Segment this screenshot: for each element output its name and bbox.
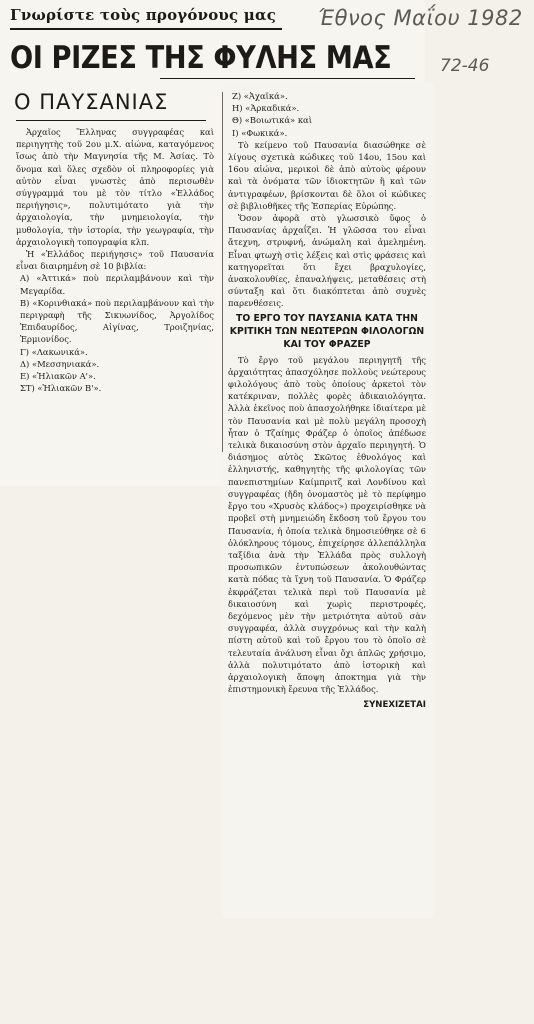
handwritten-date: Έθνος Μαΐου 1982 — [318, 6, 523, 30]
book-list-item: Ε) «Ἠλιακῶν Α'». — [20, 371, 96, 382]
book-list-item: Γ) «Λακωνικά». — [20, 346, 88, 357]
paragraph: Τὸ ἔργο τοῦ μεγάλου περιηγητῆ τῆς ἀρχαιότητας ἀπασχόλησε πολλοὺς νεώτερους φιλολόγους ἀπὸ τοὺς ὁποίους ἀρκετοὶ τὸν κατέκριναν, πολλὲς φορὲς ἀδικαιολόγητα. Ἀλλὰ ἐκεῖνος ποὺ ἀπασχολήθηκε ἰδιαίτερα μὲ τὸν Παυσανία καὶ μὲ πολὺ μεγάλη προσοχὴ ἦταν ὁ Τζαίημς Φράζερ ὁ ὁποῖος ἀπέδωσε τελικὰ δικαιοσύνη στὸν ἀρχαῖο περιηγητή. Ὁ διάσημος αὐτὸς Σκῶτος ἐθνολόγος καὶ ἑλληνιστής, καθηγητὴς τῆς φιλολογίας τῶν πανεπιστημίων Καίμπριτζ καὶ Λονδίνου καὶ συγγραφέας (ἤδη ὀνομαστὸς μὲ τὸ περίφημο ἔργο του «Χρυσὸς κλάδος») προχειρίσθηκε νὰ προβεῖ στὴ μνημειώδη ἔκδοση τοῦ ἔργου του Παυσανία, ἡ ὁποία τελικὰ δημοσιεύθηκε σὲ 6 ὁλόκληρους τόμους, ἐπιχείρησε ἀλλεπάλληλα ταξίδια ἀνὰ τὴν Ἑλλάδα πρὸς συλλογὴ προσωπικῶν ἐντυπώσεων ἀκολουθώντας κατὰ πόδας τὰ ἴχνη τοῦ Παυσανία. Ὁ Φράζερ ἐκφράζεται τελικὰ περὶ τοῦ Παυσανία μὲ δικαιοσύνη καὶ χωρὶς περιστροφές, δεχόμενος μὲν τὴν μετριότητα αὐτοῦ σὰν συγγραφέα, ἀλλὰ συγχρόνως καὶ τὴν καλὴ πίστη αὐτοῦ καὶ τοῦ ἔργου του τὸ ὁποῖο σὲ τελευταία ἀνάλυση εἶναι ὄχι ἁπλῶς χρήσιμο, ἀλλὰ πολυτιμότατο ἀπὸ ἱστορικὴ καὶ ἀρχαιολογικὴ ἄποψη ἀποκτημα γιὰ τὴν ἐπιστημονικὴ ἔρευνα τῆς Ἑλλάδος. — [228, 354, 426, 695]
book-list-item: Β) «Κορινθιακά» ποὺ περιλαμβάνουν καὶ τὴν περιγραφὴ τῆς Σικυωνίδος, Ἀργολίδος Ἐπιδαυρίδος, Αἰγίνας, Τροιζηνίας, Ἑρμιονίδος. — [20, 297, 214, 345]
paragraph: Ὅσον ἀφορᾶ στὸ γλωσσικὸ ὕφος ὁ Παυσανίας ἀρχαΐζει. Ἡ γλῶσσα του εἶναι ἄτεχνη, στρυφνή, ἀνώμαλη καὶ ἀμελημένη. Εἶναι φτωχὴ στὶς λέξεις καὶ στὶς φράσεις καὶ κατηγορεῖται ὅτι ἔχει βραχυλογίες, ἀνακολουθίες, ἐπαναλήψεις, μεταθέσεις στὴ σύνταξη καὶ ὅτι διακόπτεται ἀπὸ συχνὲς παρενθέσεις. — [228, 213, 426, 309]
handwritten-number: 72-46 — [440, 56, 490, 76]
paragraph: Τὸ κείμενο τοῦ Παυσανία διασώθηκε σὲ λίγους σχετικὰ κώδικες τοῦ 14ου, 15ου καὶ 16ου αἰώνα, μερικοὶ δὲ ἀπὸ αὐτοὺς φέρουν καὶ τὰ ὀνόματα τῶν ἰδιοκτητῶν ἢ καὶ τῶν ἀντιγραφέων, βρίσκονται δὲ ὅλοι οἱ κώδικες σὲ βιβλιοθῆκες τῆς Ἑσπερίας Εὐρώπης. — [228, 139, 426, 211]
left-column — [16, 126, 214, 394]
book-list-item: Η) «Ἀρκαδικά». — [232, 103, 300, 114]
paragraph: Ἡ «Ἑλλάδος περιήγησις» τοῦ Παυσανία εἶναι διαιρημένη σὲ 10 βιβλία: — [16, 249, 214, 272]
headline: ΟΙ ΡΙΖΕΣ ΤΗΣ ΦΥΛΗΣ ΜΑΣ — [10, 40, 392, 76]
book-list-item: Α) «Ἀττικά» ποὺ περιλαμβάνουν καὶ τὴν Μεγαρίδα. — [20, 273, 214, 296]
kicker-underline — [10, 28, 282, 30]
kicker-line: Γνωρίστε τοὺς προγόνους μας — [10, 6, 277, 24]
section-title: Ο ΠΑΥΣΑΝΙΑΣ — [14, 90, 169, 114]
continued-label: ΣΥΝΕΧΙΖΕΤΑΙ — [363, 700, 426, 711]
section-title-rule — [16, 120, 206, 121]
column-divider — [222, 92, 223, 452]
paragraph: Ἀρχαῖος Ἕλληνας συγγραφέας καὶ περιηγητὴς τοῦ 2ου μ.Χ. αἰώνα, καταγόμενος ἴσως ἀπὸ τὴν Μαγνησία τῆς Μ. Ἀσίας. Τὸ ὄνομα καὶ ὅλες σχεδὸν οἱ πληροφορίες γιὰ αὐτὸν εἶναι γνωστὲς ἀπὸ περισωθὲν σύγγραμμά του μὲ τὸν τίτλο «Ἑλλάδος περιήγησις», πολυτιμότατο γιὰ τὴν ἀρχαιολογία, τὴν μνημειολογία, τὴν μυθολογία, τὴν ἱστορία, τὴν γεωγραφία, τὴν ἀρχαιολογικὴ τοπογραφία κλπ. — [16, 127, 214, 247]
book-list-item: Δ) «Μεσσηνιακά». — [20, 358, 100, 369]
book-list-item: Ι) «Φωκικά». — [232, 127, 288, 138]
headline-rule — [160, 78, 415, 79]
book-list-item: Ζ) «Ἀχαϊκά». — [232, 91, 288, 101]
sub-heading: ΤΟ ΕΡΓΟ ΤΟΥ ΠΑΥΣΑΝΙΑ ΚΑΤΑ ΤΗΝ ΚΡΙΤΙΚΗ ΤΩΝ ΝΕΩΤΕΡΩΝ ΦΙΛΟΛΟΓΩΝ ΚΑΙ ΤΟΥ ΦΡΑΖΕΡ — [229, 312, 425, 350]
book-list-item: Θ) «Βοιωτικά» καὶ — [232, 115, 312, 126]
right-column — [228, 90, 426, 712]
book-list-item: ΣΤ) «Ἠλιακῶν Β'». — [20, 383, 102, 394]
